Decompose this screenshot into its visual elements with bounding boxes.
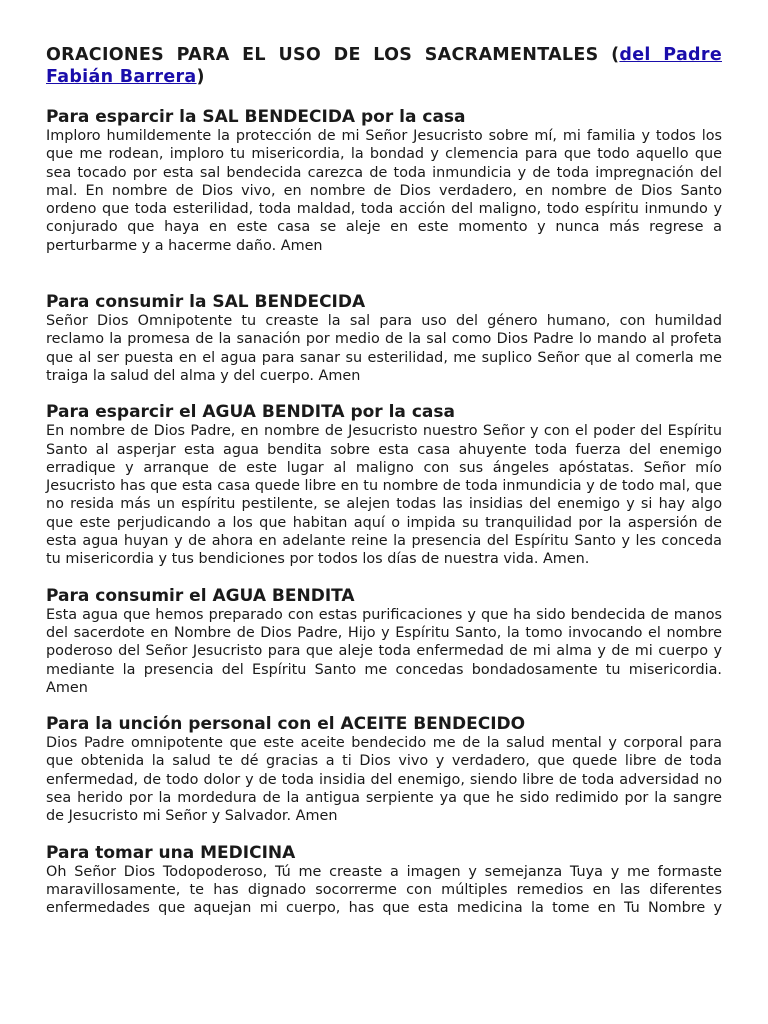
section-agua-consumir — [46, 586, 722, 697]
section-body: Oh Señor Dios Todopoderoso, Tú me creaste a imagen y semejanza Tuya y me formaste maravillosamente, te has dignado socorrerme con múltiples remedios en las diferentes enfermedades que aquejan mi cuerpo, has que esta medicina la tome en Tu Nombre y — [46, 863, 722, 917]
document-page — [46, 44, 722, 918]
section-body: Esta agua que hemos preparado con estas purificaciones y que ha sido bendecida de manos del sacerdote en Nombre de Dios Padre, Hijo y Espíritu Santo, la tomo invocando el nombre poderoso del Señor Jesucristo para que aleje toda enfermedad de mi alma y de mi cuerpo y mediante la presencia del Espíritu Santo me concedas bondadosamente tu misericordia. Amen — [46, 606, 722, 696]
title-close-paren: ) — [196, 67, 205, 87]
section-heading: Para esparcir el AGUA BENDITA por la casa — [46, 402, 455, 423]
section-agua-esparcir — [46, 402, 722, 568]
section-body: Señor Dios Omnipotente tu creaste la sal para uso del género humano, con humildad reclamo la promesa de la sanación por medio de la sal como Dios Padre lo mando al profeta que al ser puesta en el agua para sanar su esterilidad, me suplico Señor que al comerla me traiga la salud del alma y del cuerpo. Amen — [46, 313, 722, 384]
section-heading: Para tomar una MEDICINA — [46, 842, 296, 863]
author-link[interactable]: del Padre Fabián Barrera — [46, 45, 722, 87]
section-body: En nombre de Dios Padre, en nombre de Jesucristo nuestro Señor y con el poder del Espíritu Santo al asperjar esta agua bendita sobre esta casa ahuyente toda fuerza del enemigo erradique y arranque de este lugar al maligno con sus ángeles apóstatas. Señor mío Jesucristo has que esta casa quede libre en tu nombre de toda inmundicia y de todo mal, que no resida más un espíritu pestilente, se alejen todas las insidias del enemigo y si hay algo que este perjudicando a los que habitan aquí o impida su tranquilidad por la aspersión de esta agua huyan y de ahora en adelante reine la presencia del Espíritu Santo y les conceda tu misericordia y tus bendiciones por todos los días de nuestra vida. Amen. — [46, 423, 722, 568]
section-sal-esparcir — [46, 107, 722, 255]
section-body: Dios Padre omnipotente que este aceite bendecido me de la salud mental y corporal para que obtenida la salud te dé gracias a ti Dios vivo y verdadero, que quede libre de toda enfermedad, de todo dolor y de toda insidia del enemigo, siendo libre de toda adversidad no sea herido por la mordedura de la antigua serpiente ya que he sido redimido por la sangre de Jesucristo mi Señor y Salvador. Amen — [46, 735, 722, 825]
title-text: ORACIONES PARA EL USO DE LOS SACRAMENTALES ( — [46, 45, 620, 65]
section-medicina — [46, 843, 722, 918]
section-heading: Para esparcir la SAL BENDECIDA por la casa — [46, 107, 466, 127]
section-aceite-uncion — [46, 714, 722, 825]
document-title — [46, 44, 722, 88]
section-heading: Para consumir la SAL BENDECIDA — [46, 292, 366, 313]
section-heading: Para consumir el AGUA BENDITA — [46, 585, 355, 606]
section-sal-consumir — [46, 292, 722, 385]
section-body: Imploro humildemente la protección de mi Señor Jesucristo sobre mí, mi familia y todos los que me rodean, imploro tu misericordia, la bondad y clemencia para que todo aquello que sea tocado por esta sal bendecida carezca de toda inmundicia y de toda impregnación del mal. En nombre de Dios vivo, en nombre de Dios verdadero, en nombre de Dios Santo ordeno que toda esterilidad, toda maldad, toda acción del maligno, todo espíritu inmundo y conjurado que haya en este casa se aleje en este momento y nunca más regrese a perturbarme y a hacerme daño. Amen — [46, 128, 722, 254]
section-heading: Para la unción personal con el ACEITE BENDECIDO — [46, 714, 526, 735]
